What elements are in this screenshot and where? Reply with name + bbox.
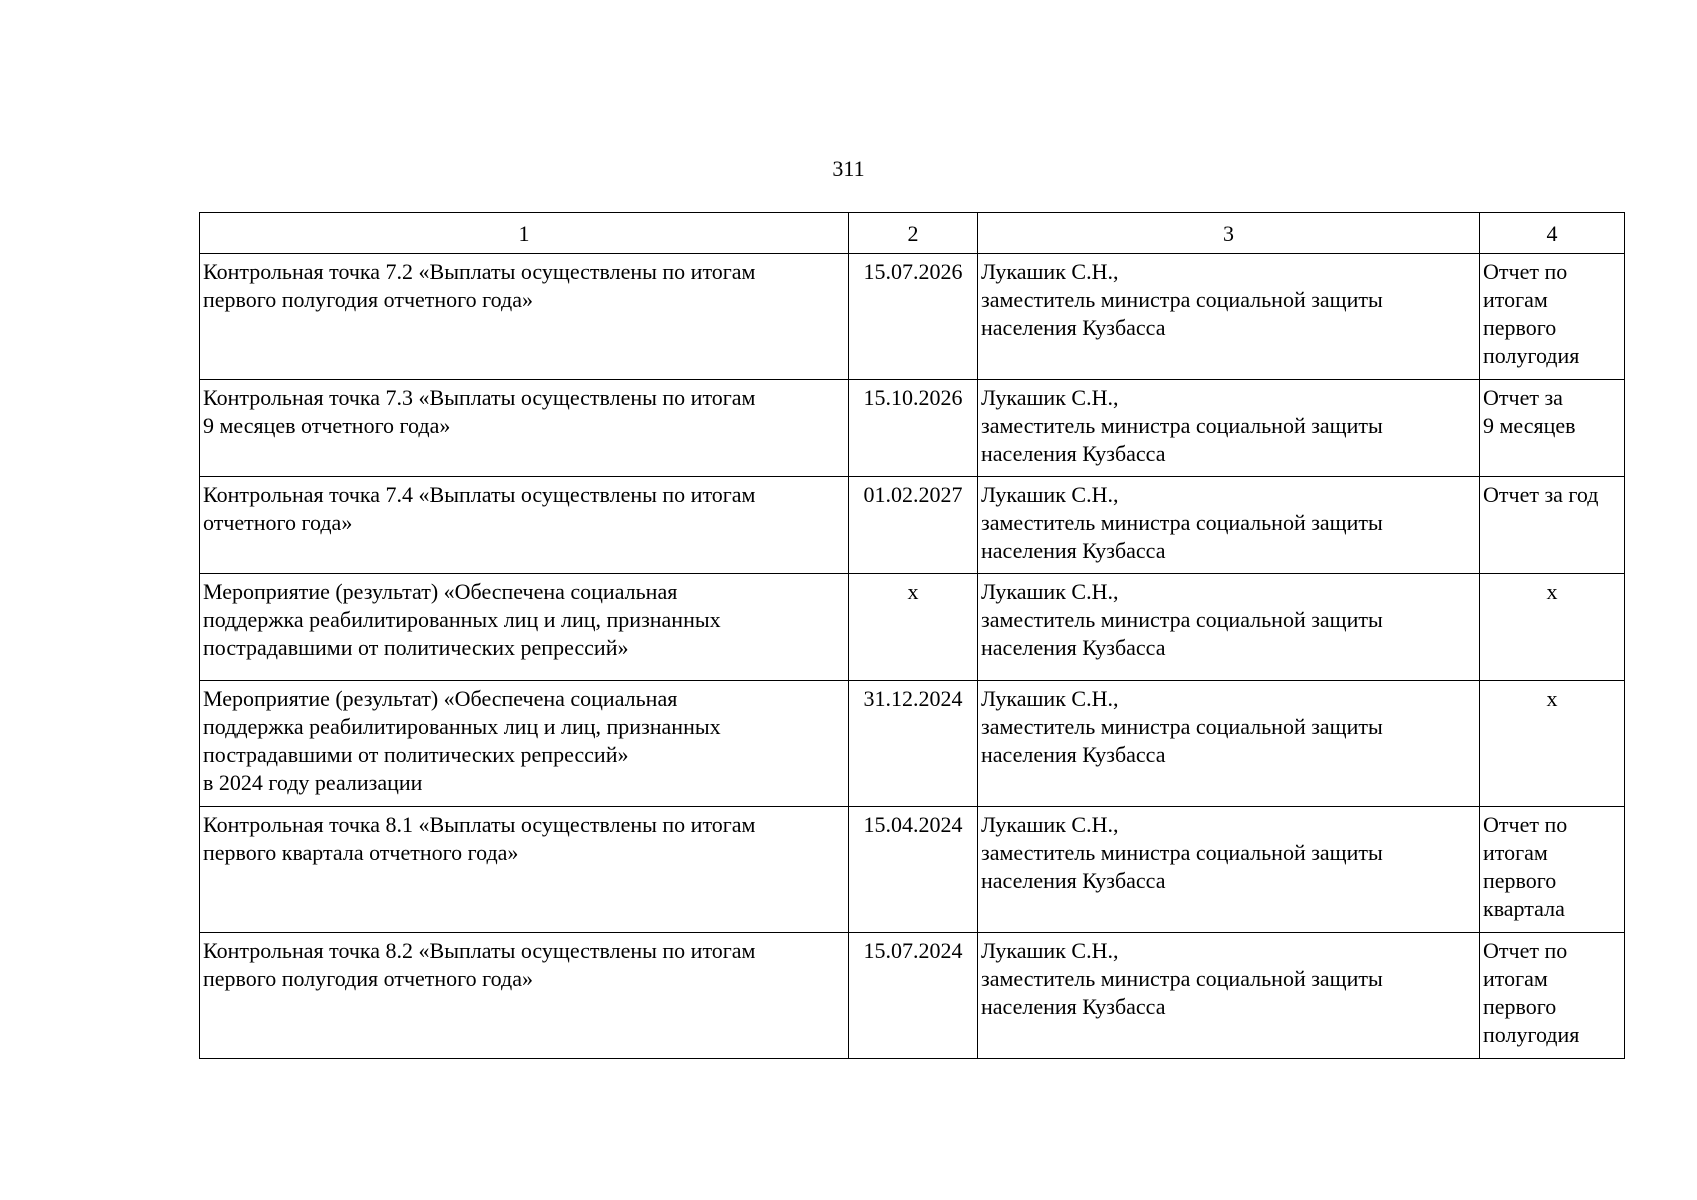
header-cell-1: 1: [200, 213, 849, 254]
row-document-cell: Отчет по итогам первого квартала: [1480, 807, 1625, 933]
header-cell-2: 2: [849, 213, 978, 254]
row-date-cell: 15.07.2024: [849, 933, 978, 1059]
table-row: [200, 681, 1625, 807]
row-date-cell: x: [849, 574, 978, 681]
table-row: [200, 807, 1625, 933]
row-document-cell: Отчет за 9 месяцев: [1480, 380, 1625, 477]
table-row: [200, 477, 1625, 574]
row-date-cell: 31.12.2024: [849, 681, 978, 807]
row-date-cell: 15.04.2024: [849, 807, 978, 933]
row-name-cell: Контрольная точка 8.1 «Выплаты осуществлены по итогам первого квартала отчетного года»: [200, 807, 849, 933]
table-row: [200, 933, 1625, 1059]
header-cell-4: 4: [1480, 213, 1625, 254]
row-name-cell: Контрольная точка 7.4 «Выплаты осуществлены по итогам отчетного года»: [200, 477, 849, 574]
table-header-row: [200, 213, 1625, 254]
row-name-cell: Контрольная точка 8.2 «Выплаты осуществлены по итогам первого полугодия отчетного года»: [200, 933, 849, 1059]
row-document-cell: Отчет по итогам первого полугодия: [1480, 254, 1625, 380]
row-document-cell: x: [1480, 681, 1625, 807]
table-row: [200, 254, 1625, 380]
row-responsible-cell: Лукашик С.Н., заместитель министра социальной защиты населения Кузбасса: [978, 380, 1480, 477]
page-number: 311: [832, 156, 865, 181]
row-responsible-cell: Лукашик С.Н., заместитель министра социальной защиты населения Кузбасса: [978, 574, 1480, 681]
row-responsible-cell: Лукашик С.Н., заместитель министра социальной защиты населения Кузбасса: [978, 807, 1480, 933]
row-responsible-cell: Лукашик С.Н., заместитель министра социальной защиты населения Кузбасса: [978, 254, 1480, 380]
row-responsible-cell: Лукашик С.Н., заместитель министра социальной защиты населения Кузбасса: [978, 933, 1480, 1059]
row-date-cell: 15.10.2026: [849, 380, 978, 477]
control-points-table: [199, 212, 1625, 1059]
row-name-cell: Контрольная точка 7.3 «Выплаты осуществлены по итогам 9 месяцев отчетного года»: [200, 380, 849, 477]
row-name-cell: Мероприятие (результат) «Обеспечена социальная поддержка реабилитированных лиц и лиц, признанных пострадавшими от политических репрессий»: [200, 574, 849, 681]
header-cell-3: 3: [978, 213, 1480, 254]
row-name-cell: Контрольная точка 7.2 «Выплаты осуществлены по итогам первого полугодия отчетного года»: [200, 254, 849, 380]
row-responsible-cell: Лукашик С.Н., заместитель министра социальной защиты населения Кузбасса: [978, 681, 1480, 807]
table-row: [200, 574, 1625, 681]
row-document-cell: Отчет по итогам первого полугодия: [1480, 933, 1625, 1059]
row-responsible-cell: Лукашик С.Н., заместитель министра социальной защиты населения Кузбасса: [978, 477, 1480, 574]
row-document-cell: Отчет за год: [1480, 477, 1625, 574]
row-date-cell: 15.07.2026: [849, 254, 978, 380]
row-name-cell: Мероприятие (результат) «Обеспечена социальная поддержка реабилитированных лиц и лиц, признанных пострадавшими от политических репрессий» в 2024 году реализации: [200, 681, 849, 807]
row-document-cell: x: [1480, 574, 1625, 681]
row-date-cell: 01.02.2027: [849, 477, 978, 574]
table-row: [200, 380, 1625, 477]
